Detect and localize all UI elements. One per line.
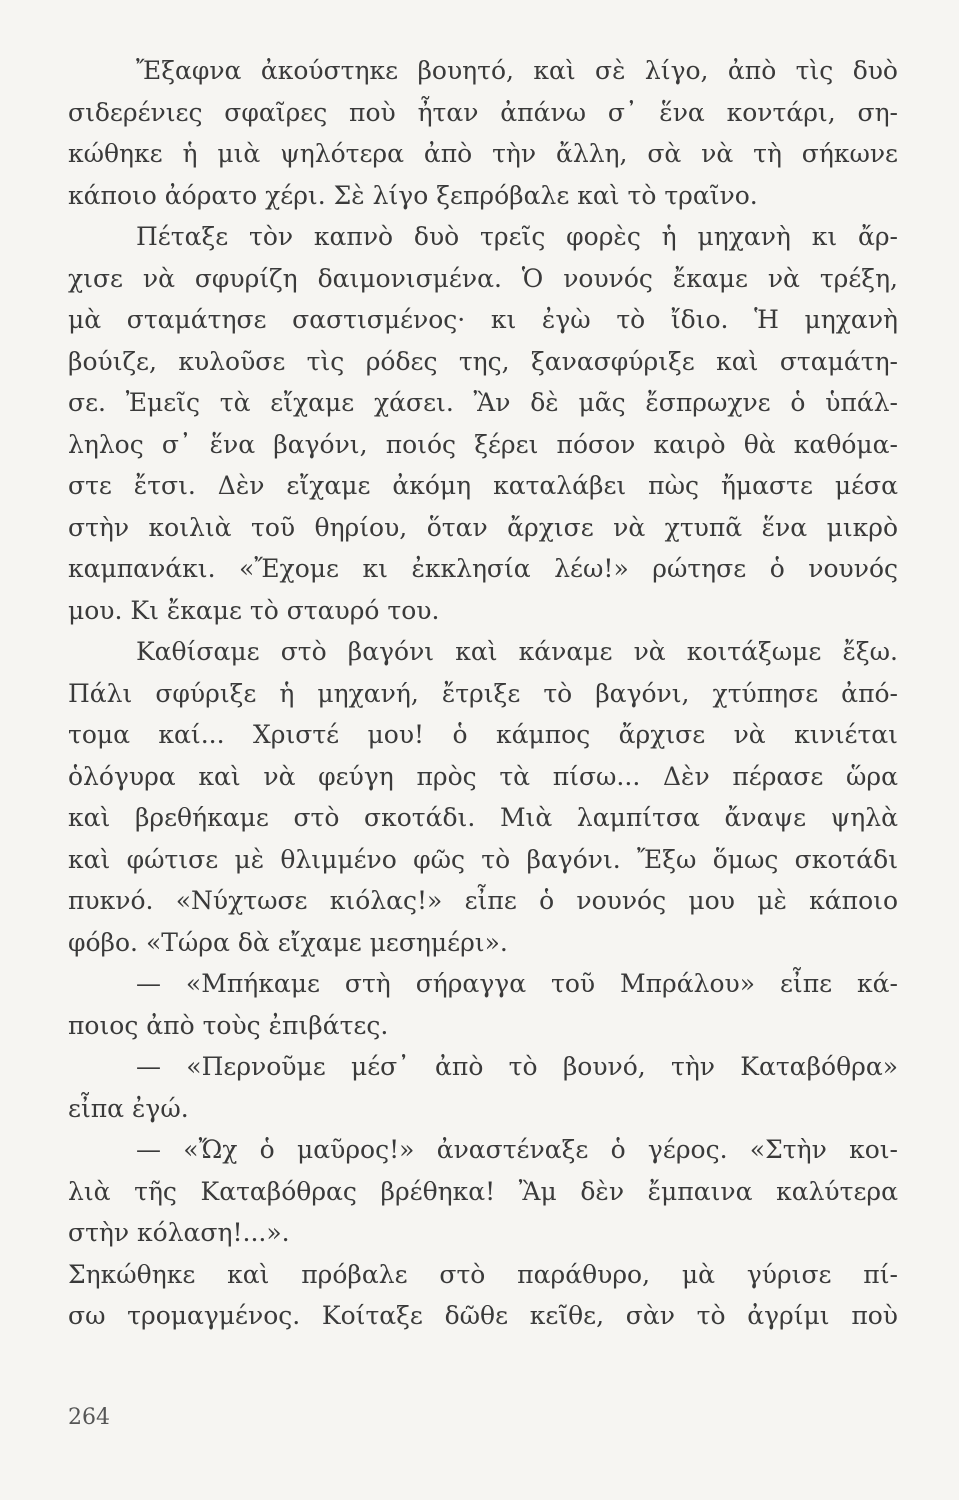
text-line: στε ἔτσι. Δὲν εἴχαμε ἀκόμη καταλάβει πὼς ἤμαστε μέσα	[68, 471, 898, 500]
text-line: καμπανάκι. «Ἔχομε κι ἐκκλησία λέω!» ρώτησε ὁ νουνός	[68, 554, 898, 583]
text-line: ὁλόγυρα καὶ νὰ φεύγη πρὸς τὰ πίσω... Δὲν πέρασε ὥρα	[68, 761, 898, 791]
text-line: πυκνό. «Νύχτωσε κιόλας!» εἶπε ὁ νουνός μου μὲ κάποιο	[68, 886, 898, 915]
text-line: στὴν κοιλιὰ τοῦ θηρίου, ὅταν ἄρχισε νὰ χτυπᾶ ἕνα μικρὸ	[68, 512, 898, 542]
text-line: λιὰ τῆς Καταβόθρας βρέθηκα! Ἂμ δὲν ἔμπαινα καλύτερα	[68, 1176, 898, 1206]
text-line: σε. Ἐμεῖς τὰ εἴχαμε χάσει. Ἂν δὲ μᾶς ἔσπρωχνε ὁ ὑπάλ-	[68, 388, 898, 417]
text-line: Καθίσαμε στὸ βαγόνι καὶ κάναμε νὰ κοιτάξωμε ἔξω.	[136, 637, 898, 666]
text-line: Πάλι σφύριξε ἡ μηχανή, ἔτριξε τὸ βαγόνι, χτύπησε ἀπό-	[68, 678, 898, 708]
text-line: φόβο. «Τώρα δὰ εἴχαμε μεσημέρι».	[68, 927, 508, 957]
text-line: Πέταξε τὸν καπνὸ δυὸ τρεῖς φορὲς ἡ μηχανὴ κι ἄρ-	[136, 222, 898, 251]
text-line: βούιζε, κυλοῦσε τὶς ρόδες της, ξανασφύριξε καὶ σταμάτη-	[68, 346, 898, 376]
text-line: στὴν κόλαση!...».	[68, 1218, 290, 1247]
text-line: κάποιο ἀόρατο χέρι. Σὲ λίγο ξεπρόβαλε καὶ τὸ τραῖνο.	[68, 180, 758, 210]
text-line: Σηκώθηκε καὶ πρόβαλε στὸ παράθυρο, μὰ γύρισε πί-	[68, 1259, 898, 1289]
text-line: — «Ὤχ ὁ μαῦρος!» ἀναστέναξε ὁ γέρος. «Στὴν κοι-	[136, 1135, 898, 1164]
text-line: εἶπα ἐγώ.	[68, 1093, 189, 1123]
text-line: τομα καί... Χριστέ μου! ὁ κάμπος ἄρχισε νὰ κινιέται	[68, 720, 898, 749]
text-line: σω τρομαγμένος. Κοίταξε δῶθε κεῖθε, σὰν τὸ ἀγρίμι ποὺ	[68, 1301, 898, 1330]
text-line: καὶ φώτισε μὲ θλιμμένο φῶς τὸ βαγόνι. Ἔξω ὅμως σκοτάδι	[68, 844, 898, 874]
text-line: σιδερένιες σφαῖρες ποὺ ἦταν ἀπάνω σ᾽ ἕνα κοντάρι, ση-	[68, 97, 898, 127]
text-line: χισε νὰ σφυρίζη δαιμονισμένα. Ὁ νουνός ἔκαμε νὰ τρέξη,	[68, 263, 898, 293]
text-line: κώθηκε ἡ μιὰ ψηλότερα ἀπὸ τὴν ἄλλη, σὰ νὰ τὴ σήκωνε	[68, 139, 898, 168]
text-line: μου. Κι ἔκαμε τὸ σταυρό του.	[68, 595, 440, 625]
text-line: Ἔξαφνα ἀκούστηκε βουητό, καὶ σὲ λίγο, ἀπὸ τὶς δυὸ	[136, 56, 898, 85]
page-number: 264	[68, 1405, 110, 1430]
text-line: καὶ βρεθήκαμε στὸ σκοτάδι. Μιὰ λαμπίτσα ἄναψε ψηλὰ	[68, 803, 898, 832]
body-text	[68, 50, 898, 1337]
text-line: — «Μπήκαμε στὴ σήραγγα τοῦ Μπράλου» εἶπε κά-	[136, 969, 898, 998]
text-line: — «Περνοῦμε μέσ᾽ ἀπὸ τὸ βουνό, τὴν Καταβόθρα»	[136, 1052, 898, 1081]
text-line: ποιος ἀπὸ τοὺς ἐπιβάτες.	[68, 1010, 389, 1040]
text-line: μὰ σταμάτησε σαστισμένος· κι ἐγὼ τὸ ἴδιο. Ἡ μηχανὴ	[68, 305, 898, 334]
text-line: ληλος σ᾽ ἕνα βαγόνι, ποιός ξέρει πόσον καιρὸ θὰ καθόμα-	[68, 429, 898, 459]
